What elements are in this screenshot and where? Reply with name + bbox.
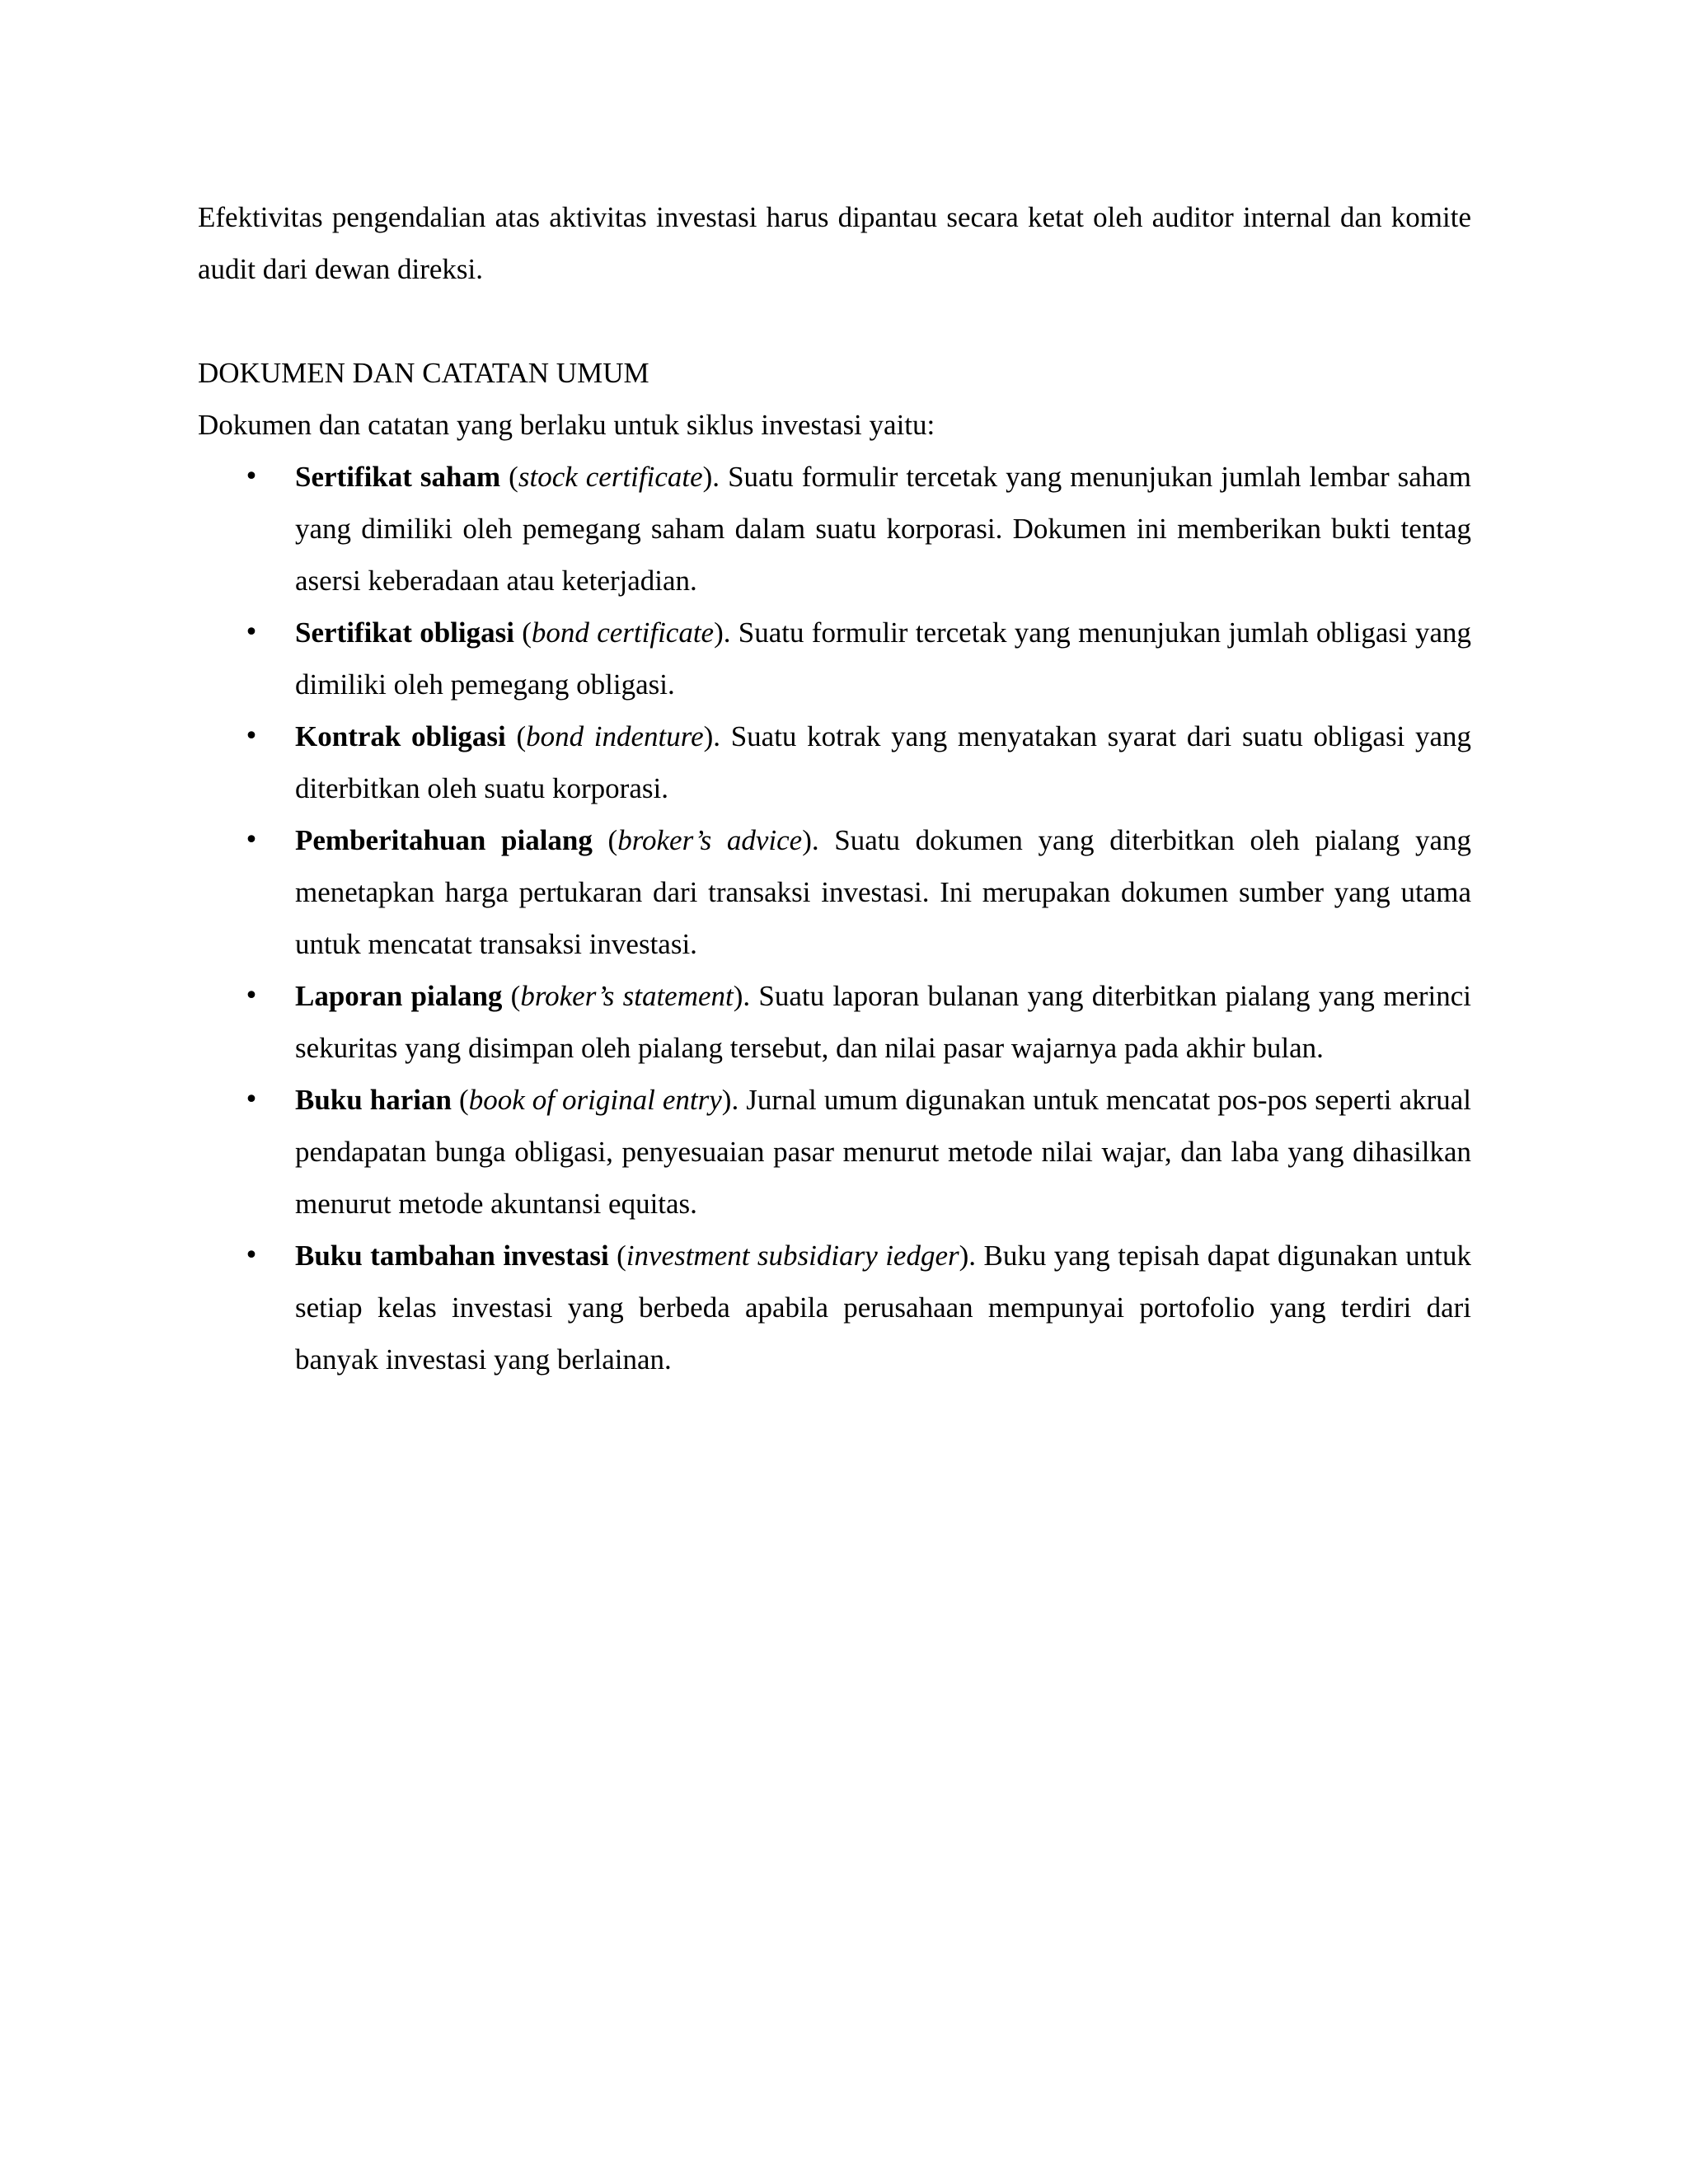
bullet-icon: • (244, 1241, 259, 1270)
bullet-icon: • (244, 982, 259, 1010)
list-item: • Laporan pialang (broker’s statement). Suatu laporan bulanan yang diterbitkan pialang yang merinci sekuritas yang disimpan oleh pialang tersebut, dan nilai pasar wajarnya pada akhir bulan. (198, 970, 1471, 1074)
item-term: Buku tambahan investasi (295, 1240, 609, 1272)
item-english-term: broker’s advice (617, 824, 803, 856)
item-term: Laporan pialang (295, 980, 503, 1012)
item-term: Pemberitahuan pialang (295, 824, 593, 856)
item-english-term: bond certificate (531, 616, 715, 649)
list-item: • Buku harian (book of original entry). Jurnal umum digunakan untuk mencatat pos-pos seperti akrual pendapatan bunga obligasi, penyesuaian pasar menurut metode nilai wajar, dan laba yang dihasilkan menurut metode akuntansi equitas. (198, 1074, 1471, 1230)
item-description: Suatu laporan bulanan yang diterbitkan pialang yang merinci sekuritas yang disimpan oleh pialang tersebut, dan nilai pasar wajarnya pada akhir bulan. (295, 980, 1472, 1064)
item-english-term: stock certificate (518, 461, 703, 493)
item-description: Suatu formulir tercetak yang menunjukan jumlah obligasi yang dimiliki oleh pemegang obligasi. (295, 616, 1472, 701)
item-term: Sertifikat saham (295, 461, 501, 493)
item-description: Suatu formulir tercetak yang menunjukan jumlah lembar saham yang dimiliki oleh pemegang saham dalam suatu korporasi. Dokumen ini memberikan bukti tentag asersi keberadaan atau keterjadian. (295, 461, 1472, 597)
item-english-term: broker’s statement (520, 980, 734, 1012)
item-term: Sertifikat obligasi (295, 616, 514, 649)
item-description: Suatu kotrak yang menyatakan syarat dari suatu obligasi yang diterbitkan oleh suatu korporasi. (295, 720, 1472, 804)
item-description: Jurnal umum digunakan untuk mencatat pos-pos seperti akrual pendapatan bunga obligasi, penyesuaian pasar menurut metode nilai wajar, dan laba yang dihasilkan menurut metode akuntansi equitas. (295, 1084, 1472, 1220)
list-item: • Kontrak obligasi (bond indenture). Suatu kotrak yang menyatakan syarat dari suatu obligasi yang diterbitkan oleh suatu korporasi. (198, 710, 1471, 814)
bullet-icon: • (244, 618, 259, 647)
list-item: • Pemberitahuan pialang (broker’s advice). Suatu dokumen yang diterbitkan oleh pialang yang menetapkan harga pertukaran dari transaksi investasi. Ini merupakan dokumen sumber yang utama untuk mencatat transaksi investasi. (198, 814, 1471, 970)
bullet-icon: • (244, 462, 259, 491)
section-lead: Dokumen dan catatan yang berlaku untuk siklus investasi yaitu: (198, 409, 935, 441)
item-description: Buku yang tepisah dapat digunakan untuk setiap kelas investasi yang berbeda apabila perusahaan mempunyai portofolio yang terdiri dari banyak investasi yang berlainan. (295, 1240, 1472, 1376)
list-item: • Sertifikat saham (stock certificate). Suatu formulir tercetak yang menunjukan jumlah lembar saham yang dimiliki oleh pemegang saham dalam suatu korporasi. Dokumen ini memberikan bukti tentag asersi keberadaan atau keterjadian. (198, 451, 1471, 607)
item-description: Suatu dokumen yang diterbitkan oleh pialang yang menetapkan harga pertukaran dari transaksi investasi. Ini merupakan dokumen sumber yang utama untuk mencatat transaksi investasi. (295, 824, 1472, 960)
bullet-icon: • (244, 826, 259, 855)
item-english-term: book of original entry (468, 1084, 722, 1116)
item-english-term: investment subsidiary iedger (626, 1240, 959, 1272)
document-body (198, 191, 1471, 1385)
bullet-icon: • (244, 1085, 259, 1114)
intro-paragraph: Efektivitas pengendalian atas aktivitas investasi harus dipantau secara ketat oleh auditor internal dan komite audit dari dewan direksi. (198, 201, 1471, 285)
item-term: Buku harian (295, 1084, 452, 1116)
bullet-icon: • (244, 722, 259, 751)
list-item: • Sertifikat obligasi (bond certificate). Suatu formulir tercetak yang menunjukan jumlah obligasi yang dimiliki oleh pemegang obligasi. (198, 607, 1471, 710)
item-english-term: bond indenture (526, 720, 704, 752)
section-heading: DOKUMEN DAN CATATAN UMUM (198, 357, 649, 389)
document-list (198, 451, 1471, 1385)
item-term: Kontrak obligasi (295, 720, 506, 752)
list-item: • Buku tambahan investasi (investment subsidiary iedger). Buku yang tepisah dapat digunakan untuk setiap kelas investasi yang berbeda apabila perusahaan mempunyai portofolio yang terdiri dari banyak investasi yang berlainan. (198, 1230, 1471, 1385)
